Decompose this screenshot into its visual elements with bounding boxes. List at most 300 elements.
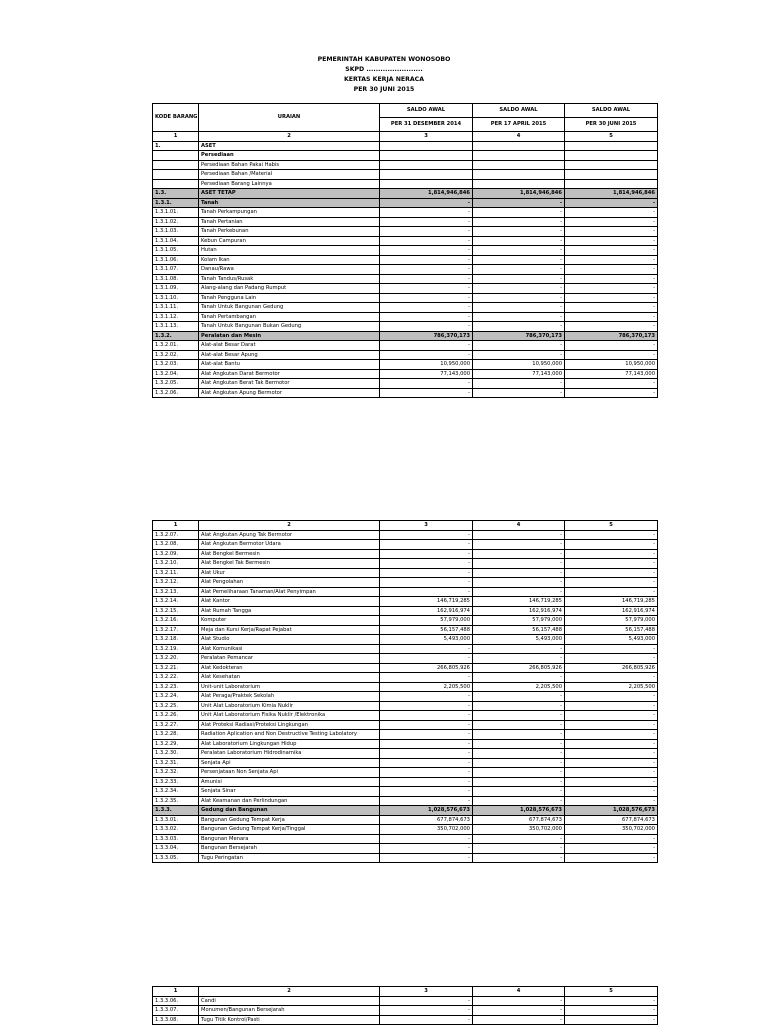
saldo-apr-2015-cell: 57,979,000 <box>473 616 565 626</box>
kode-barang-cell: 1.3.3.04. <box>153 844 199 854</box>
saldo-dec-2014-cell: - <box>380 730 473 740</box>
table-row <box>153 530 658 540</box>
uraian-cell: Unit-unit Laboratorium <box>199 682 380 692</box>
table-row <box>153 606 658 616</box>
saldo-dec-2014-cell: - <box>380 768 473 778</box>
table-row <box>153 274 658 284</box>
saldo-dec-2014-cell: - <box>380 274 473 284</box>
saldo-jun-2015-cell: - <box>565 227 658 237</box>
table-row <box>153 350 658 360</box>
kode-barang-cell: 1.3.2.13. <box>153 587 199 597</box>
saldo-apr-2015-cell: - <box>473 255 565 265</box>
saldo-dec-2014-cell: 57,979,000 <box>380 616 473 626</box>
saldo-apr-2015-cell: - <box>473 701 565 711</box>
saldo-apr-2015-cell: - <box>473 341 565 351</box>
uraian-cell: Tanah Untuk Bangunan Bukan Gedung <box>199 322 380 332</box>
saldo-dec-2014-cell: - <box>380 1015 473 1025</box>
saldo-jun-2015-cell: 77,143,000 <box>565 369 658 379</box>
saldo-jun-2015-cell: - <box>565 284 658 294</box>
kode-barang-cell: 1.3.2.22. <box>153 673 199 683</box>
uraian-cell: Alat Angkutan Berat Tak Bermotor <box>199 379 380 389</box>
uraian-cell: Tanah Pengguna Lain <box>199 293 380 303</box>
saldo-jun-2015-cell: 266,805,926 <box>565 663 658 673</box>
table-row <box>153 379 658 389</box>
saldo-apr-2015-cell: 162,916,974 <box>473 606 565 616</box>
saldo-apr-2015-cell: - <box>473 777 565 787</box>
saldo-apr-2015-cell: 10,950,000 <box>473 360 565 370</box>
uraian-cell: Radiation Aplication and Non Destructive Testing Labolatory <box>199 730 380 740</box>
table-row <box>153 635 658 645</box>
saldo-dec-2014-cell: - <box>380 198 473 208</box>
saldo-dec-2014-cell: - <box>380 777 473 787</box>
table-row <box>153 170 658 180</box>
uraian-cell: Tanah Perkebunan <box>199 227 380 237</box>
uraian-cell: Persediaan Bahan /Material <box>199 170 380 180</box>
saldo-apr-2015-cell: - <box>473 834 565 844</box>
balance-table-page-3 <box>152 986 658 1025</box>
saldo-dec-2014-cell: 5,493,000 <box>380 635 473 645</box>
saldo-apr-2015-cell: - <box>473 796 565 806</box>
saldo-dec-2014-cell: - <box>380 227 473 237</box>
kode-barang-cell: 1.3.2.28. <box>153 730 199 740</box>
uraian-cell: Unit Alat Laboratorium Fisika Nuklir /Elektronika <box>199 711 380 721</box>
saldo-apr-2015-cell: - <box>473 559 565 569</box>
saldo-dec-2014-cell: - <box>380 578 473 588</box>
uraian-cell: Tugu Peringatan <box>199 853 380 863</box>
saldo-apr-2015-cell: 266,805,926 <box>473 663 565 673</box>
saldo-dec-2014-cell: - <box>380 720 473 730</box>
uraian-cell: Bangunan Bersejarah <box>199 844 380 854</box>
kode-barang-cell: 1.3.1.04. <box>153 236 199 246</box>
saldo-jun-2015-cell: - <box>565 1015 658 1025</box>
saldo-jun-2015-cell: - <box>565 255 658 265</box>
kode-barang-cell: 1.3.3. <box>153 806 199 816</box>
saldo-apr-2015-cell: - <box>473 749 565 759</box>
uraian-cell: Tanah Untuk Bangunan Gedung <box>199 303 380 313</box>
saldo-jun-2015-cell: - <box>565 303 658 313</box>
kode-barang-cell: 1.3.2.01. <box>153 341 199 351</box>
saldo-dec-2014-cell: - <box>380 217 473 227</box>
table-row <box>153 208 658 218</box>
saldo-dec-2014-cell: - <box>380 379 473 389</box>
saldo-apr-2015-cell: - <box>473 540 565 550</box>
uraian-cell: Kolam Ikan <box>199 255 380 265</box>
uraian-cell: Tugu Titik Kontrol/Pasti <box>199 1015 380 1025</box>
uraian-cell: Monumen/Bangunan Bersejarah <box>199 1006 380 1016</box>
table-row <box>153 360 658 370</box>
saldo-apr-2015-cell <box>473 151 565 161</box>
saldo-dec-2014-cell: 162,916,974 <box>380 606 473 616</box>
saldo-apr-2015-cell: - <box>473 587 565 597</box>
table-row <box>153 141 658 151</box>
kode-barang-cell: 1.3.2.21. <box>153 663 199 673</box>
uraian-cell: Unit Alat Laboratorium Kimia Nuklir <box>199 701 380 711</box>
uraian-cell: Komputer <box>199 616 380 626</box>
saldo-dec-2014-cell: - <box>380 787 473 797</box>
kode-barang-cell: 1.3.2.05. <box>153 379 199 389</box>
column-index-cell: 3 <box>380 132 473 142</box>
table-row <box>153 236 658 246</box>
saldo-dec-2014-cell: 786,370,173 <box>380 331 473 341</box>
kode-barang-cell: 1.3.1.10. <box>153 293 199 303</box>
saldo-apr-2015-cell: - <box>473 312 565 322</box>
kode-barang-cell: 1.3.2.18. <box>153 635 199 645</box>
table-row <box>153 303 658 313</box>
uraian-cell: Alat Keamanan dan Perlindungan <box>199 796 380 806</box>
saldo-dec-2014-cell: - <box>380 701 473 711</box>
saldo-dec-2014-cell: 677,874,673 <box>380 815 473 825</box>
saldo-jun-2015-cell: - <box>565 587 658 597</box>
kode-barang-cell: 1.3.2.16. <box>153 616 199 626</box>
uraian-cell: Alat Angkutan Bermotor Udara <box>199 540 380 550</box>
column-index-cell: 3 <box>380 987 473 997</box>
saldo-jun-2015-cell: - <box>565 730 658 740</box>
saldo-apr-2015-cell: - <box>473 673 565 683</box>
column-date-apr-2015: PER 17 APRIL 2015 <box>473 118 565 132</box>
saldo-jun-2015-cell: - <box>565 312 658 322</box>
saldo-dec-2014-cell: - <box>380 246 473 256</box>
saldo-apr-2015-cell <box>473 170 565 180</box>
uraian-cell: Alat Studio <box>199 635 380 645</box>
kode-barang-cell: 1.3.2.17. <box>153 625 199 635</box>
uraian-cell: Alat Laboratorium Lingkungan Hidup <box>199 739 380 749</box>
uraian-cell: Amunisi <box>199 777 380 787</box>
saldo-jun-2015-cell: - <box>565 701 658 711</box>
table-row <box>153 293 658 303</box>
uraian-cell: Bangunan Gedung Tempat Kerja/Tinggal <box>199 825 380 835</box>
uraian-cell: Peralatan Laboratorium Hidrodinamika <box>199 749 380 759</box>
saldo-jun-2015-cell: 10,950,000 <box>565 360 658 370</box>
saldo-jun-2015-cell: - <box>565 274 658 284</box>
saldo-jun-2015-cell: - <box>565 1006 658 1016</box>
saldo-apr-2015-cell: - <box>473 350 565 360</box>
kode-barang-cell: 1.3.2.03. <box>153 360 199 370</box>
table-row <box>153 996 658 1006</box>
saldo-jun-2015-cell <box>565 179 658 189</box>
table-row <box>153 844 658 854</box>
uraian-cell: Alat-alat Besar Apung <box>199 350 380 360</box>
saldo-apr-2015-cell: - <box>473 758 565 768</box>
kode-barang-cell: 1.3.2.35. <box>153 796 199 806</box>
kode-barang-cell: 1.3.2.34. <box>153 787 199 797</box>
column-kode-barang: KODE BARANG <box>153 104 199 132</box>
kode-barang-cell: 1.3.2.14. <box>153 597 199 607</box>
kode-barang-cell: 1. <box>153 141 199 151</box>
table-row <box>153 853 658 863</box>
saldo-dec-2014-cell: - <box>380 796 473 806</box>
saldo-apr-2015-cell: - <box>473 1015 565 1025</box>
table-row <box>153 758 658 768</box>
kode-barang-cell: 1.3.3.02. <box>153 825 199 835</box>
saldo-apr-2015-cell: 350,702,000 <box>473 825 565 835</box>
uraian-cell: Danau/Rawa <box>199 265 380 275</box>
kode-barang-cell: 1.3.2.19. <box>153 644 199 654</box>
kode-barang-cell: 1.3.1.12. <box>153 312 199 322</box>
saldo-jun-2015-cell: - <box>565 834 658 844</box>
column-index-cell: 2 <box>199 521 380 531</box>
kode-barang-cell: 1.3.1.03. <box>153 227 199 237</box>
uraian-cell: Senjata Api <box>199 758 380 768</box>
kode-barang-cell: 1.3.2.33. <box>153 777 199 787</box>
kode-barang-cell: 1.3.2.15. <box>153 606 199 616</box>
saldo-apr-2015-cell: - <box>473 692 565 702</box>
column-index-cell: 1 <box>153 987 199 997</box>
saldo-dec-2014-cell: 56,157,488 <box>380 625 473 635</box>
saldo-apr-2015-cell: - <box>473 549 565 559</box>
saldo-apr-2015-cell: - <box>473 293 565 303</box>
uraian-cell: Bangunan Gedung Tempat Kerja <box>199 815 380 825</box>
saldo-dec-2014-cell: 77,143,000 <box>380 369 473 379</box>
column-index-row <box>153 132 658 142</box>
saldo-apr-2015-cell: - <box>473 379 565 389</box>
kode-barang-cell: 1.3.2.11. <box>153 568 199 578</box>
saldo-jun-2015-cell: - <box>565 208 658 218</box>
uraian-cell: Tanah Pertanian <box>199 217 380 227</box>
saldo-jun-2015-cell: - <box>565 787 658 797</box>
table-row <box>153 227 658 237</box>
saldo-dec-2014-cell: - <box>380 559 473 569</box>
saldo-jun-2015-cell: - <box>565 720 658 730</box>
column-index-cell: 5 <box>565 132 658 142</box>
table-row <box>153 673 658 683</box>
column-index-cell: 4 <box>473 521 565 531</box>
saldo-dec-2014-cell: - <box>380 540 473 550</box>
table-row <box>153 625 658 635</box>
saldo-apr-2015-cell: - <box>473 208 565 218</box>
header-government: PEMERINTAH KABUPATEN WONOSOBO <box>317 56 451 63</box>
table-row <box>153 768 658 778</box>
saldo-jun-2015-cell: 56,157,488 <box>565 625 658 635</box>
saldo-dec-2014-cell: 10,950,000 <box>380 360 473 370</box>
table-row <box>153 787 658 797</box>
saldo-apr-2015-cell: - <box>473 578 565 588</box>
column-index-cell: 1 <box>153 521 199 531</box>
kode-barang-cell: 1.3.2.02. <box>153 350 199 360</box>
saldo-apr-2015-cell: - <box>473 388 565 398</box>
kode-barang-cell: 1.3.2.32. <box>153 768 199 778</box>
uraian-cell: Persenjataan Non Senjata Api <box>199 768 380 778</box>
saldo-apr-2015-cell: - <box>473 996 565 1006</box>
saldo-jun-2015-cell: - <box>565 768 658 778</box>
kode-barang-cell: 1.3.2.08. <box>153 540 199 550</box>
uraian-cell: Alat Kedokteran <box>199 663 380 673</box>
uraian-cell: Alat Bengkel Tak Bermesin <box>199 559 380 569</box>
saldo-apr-2015-cell: - <box>473 730 565 740</box>
saldo-jun-2015-cell: - <box>565 198 658 208</box>
saldo-apr-2015-cell: - <box>473 227 565 237</box>
saldo-jun-2015-cell: - <box>565 796 658 806</box>
table-row <box>153 369 658 379</box>
column-index-cell: 4 <box>473 987 565 997</box>
saldo-dec-2014-cell: - <box>380 208 473 218</box>
saldo-dec-2014-cell <box>380 151 473 161</box>
saldo-apr-2015-cell: - <box>473 246 565 256</box>
saldo-apr-2015-cell: - <box>473 711 565 721</box>
saldo-jun-2015-cell: - <box>565 530 658 540</box>
saldo-apr-2015-cell: - <box>473 787 565 797</box>
saldo-apr-2015-cell: - <box>473 654 565 664</box>
saldo-jun-2015-cell: - <box>565 739 658 749</box>
saldo-jun-2015-cell: - <box>565 293 658 303</box>
saldo-apr-2015-cell: - <box>473 568 565 578</box>
column-saldo-awal-2: SALDO AWAL <box>473 104 565 118</box>
saldo-apr-2015-cell: 1,814,946,846 <box>473 189 565 199</box>
kode-barang-cell: 1.3.1.11. <box>153 303 199 313</box>
kode-barang-cell: 1.3.2.12. <box>153 578 199 588</box>
saldo-jun-2015-cell: 1,028,576,673 <box>565 806 658 816</box>
saldo-dec-2014-cell: - <box>380 692 473 702</box>
saldo-apr-2015-cell: 786,370,173 <box>473 331 565 341</box>
kode-barang-cell: 1.3.3.06. <box>153 996 199 1006</box>
saldo-dec-2014-cell: 350,702,000 <box>380 825 473 835</box>
kode-barang-cell: 1.3.2.10. <box>153 559 199 569</box>
table-row <box>153 331 658 341</box>
saldo-jun-2015-cell: - <box>565 379 658 389</box>
table-row <box>153 749 658 759</box>
saldo-jun-2015-cell <box>565 170 658 180</box>
saldo-jun-2015-cell: - <box>565 322 658 332</box>
saldo-dec-2014-cell: - <box>380 265 473 275</box>
uraian-cell: ASET TETAP <box>199 189 380 199</box>
table-row <box>153 179 658 189</box>
table-row <box>153 559 658 569</box>
saldo-jun-2015-cell: - <box>565 236 658 246</box>
saldo-jun-2015-cell <box>565 160 658 170</box>
saldo-apr-2015-cell: - <box>473 844 565 854</box>
kode-barang-cell <box>153 160 199 170</box>
saldo-dec-2014-cell: - <box>380 758 473 768</box>
saldo-dec-2014-cell: - <box>380 996 473 1006</box>
kode-barang-cell: 1.3.3.05. <box>153 853 199 863</box>
table-body <box>153 132 658 398</box>
uraian-cell: Alat-alat Bantu <box>199 360 380 370</box>
table-row <box>153 834 658 844</box>
saldo-apr-2015-cell <box>473 141 565 151</box>
saldo-dec-2014-cell: - <box>380 673 473 683</box>
column-index-cell: 5 <box>565 521 658 531</box>
table-row <box>153 284 658 294</box>
kode-barang-cell: 1.3.1.07. <box>153 265 199 275</box>
uraian-cell: Peralatan dan Mesin <box>199 331 380 341</box>
saldo-jun-2015-cell: - <box>565 578 658 588</box>
saldo-jun-2015-cell: 1,814,946,846 <box>565 189 658 199</box>
table-row <box>153 540 658 550</box>
table-row <box>153 692 658 702</box>
uraian-cell: Senjata Sinar <box>199 787 380 797</box>
saldo-jun-2015-cell: - <box>565 549 658 559</box>
saldo-jun-2015-cell <box>565 141 658 151</box>
kode-barang-cell <box>153 179 199 189</box>
kode-barang-cell: 1.3.2.23. <box>153 682 199 692</box>
kode-barang-cell <box>153 151 199 161</box>
kode-barang-cell: 1.3.2.31. <box>153 758 199 768</box>
saldo-dec-2014-cell: - <box>380 322 473 332</box>
saldo-dec-2014-cell: - <box>380 293 473 303</box>
saldo-jun-2015-cell: - <box>565 350 658 360</box>
saldo-apr-2015-cell <box>473 179 565 189</box>
table-row <box>153 312 658 322</box>
uraian-cell: Alat Angkutan Apung Tak Bermotor <box>199 530 380 540</box>
table-row <box>153 654 658 664</box>
saldo-jun-2015-cell: - <box>565 749 658 759</box>
saldo-jun-2015-cell: - <box>565 559 658 569</box>
column-index-row <box>153 521 658 531</box>
kode-barang-cell: 1.3.2. <box>153 331 199 341</box>
saldo-jun-2015-cell: 162,916,974 <box>565 606 658 616</box>
saldo-apr-2015-cell: - <box>473 217 565 227</box>
uraian-cell: Alat Angkutan Apung Bermotor <box>199 388 380 398</box>
kode-barang-cell: 1.3.3.08. <box>153 1015 199 1025</box>
table-row <box>153 777 658 787</box>
table-row <box>153 246 658 256</box>
column-index-cell: 3 <box>380 521 473 531</box>
uraian-cell: Alat Bengkel Bermesin <box>199 549 380 559</box>
table-body <box>153 987 658 1025</box>
header-report-date: PER 30 JUNI 2015 <box>353 86 415 93</box>
saldo-jun-2015-cell <box>565 151 658 161</box>
saldo-dec-2014-cell: - <box>380 711 473 721</box>
table-row <box>153 730 658 740</box>
uraian-cell: Kebun Campuran <box>199 236 380 246</box>
saldo-dec-2014-cell: - <box>380 749 473 759</box>
saldo-apr-2015-cell: - <box>473 739 565 749</box>
uraian-cell: Alat Kesehatan <box>199 673 380 683</box>
uraian-cell: Persediaan Bahan Pakai Habis <box>199 160 380 170</box>
table-row <box>153 1015 658 1025</box>
saldo-apr-2015-cell: 677,874,673 <box>473 815 565 825</box>
table-row <box>153 616 658 626</box>
saldo-jun-2015-cell: 677,874,673 <box>565 815 658 825</box>
column-index-cell: 5 <box>565 987 658 997</box>
kode-barang-cell: 1.3.1.13. <box>153 322 199 332</box>
column-index-cell: 2 <box>199 987 380 997</box>
saldo-apr-2015-cell: - <box>473 284 565 294</box>
table-row <box>153 597 658 607</box>
uraian-cell: Persediaan Barang Lainnya <box>199 179 380 189</box>
table-row <box>153 644 658 654</box>
kode-barang-cell: 1.3.1. <box>153 198 199 208</box>
saldo-apr-2015-cell: - <box>473 303 565 313</box>
saldo-dec-2014-cell: - <box>380 255 473 265</box>
saldo-jun-2015-cell: 5,493,000 <box>565 635 658 645</box>
uraian-cell: Tanah Pertambangan <box>199 312 380 322</box>
uraian-cell: Alat Ukur <box>199 568 380 578</box>
saldo-apr-2015-cell: - <box>473 236 565 246</box>
kode-barang-cell: 1.3.1.05. <box>153 246 199 256</box>
uraian-cell: Alat Angkutan Darat Bermotor <box>199 369 380 379</box>
column-index-cell: 4 <box>473 132 565 142</box>
kode-barang-cell: 1.3.3.03. <box>153 834 199 844</box>
saldo-dec-2014-cell: - <box>380 388 473 398</box>
saldo-dec-2014-cell: - <box>380 284 473 294</box>
uraian-cell: Alat Rumah Tangga <box>199 606 380 616</box>
table-row <box>153 1006 658 1016</box>
table-row <box>153 341 658 351</box>
column-saldo-awal-3: SALDO AWAL <box>565 104 658 118</box>
saldo-apr-2015-cell: 146,719,285 <box>473 597 565 607</box>
saldo-dec-2014-cell <box>380 160 473 170</box>
column-header-row <box>153 104 658 118</box>
saldo-jun-2015-cell: 57,979,000 <box>565 616 658 626</box>
column-index-cell: 1 <box>153 132 199 142</box>
saldo-jun-2015-cell: - <box>565 341 658 351</box>
saldo-apr-2015-cell: - <box>473 274 565 284</box>
table-row <box>153 388 658 398</box>
saldo-dec-2014-cell: - <box>380 644 473 654</box>
uraian-cell: Bangunan Menara <box>199 834 380 844</box>
column-uraian: URAIAN <box>199 104 380 132</box>
table-row <box>153 265 658 275</box>
